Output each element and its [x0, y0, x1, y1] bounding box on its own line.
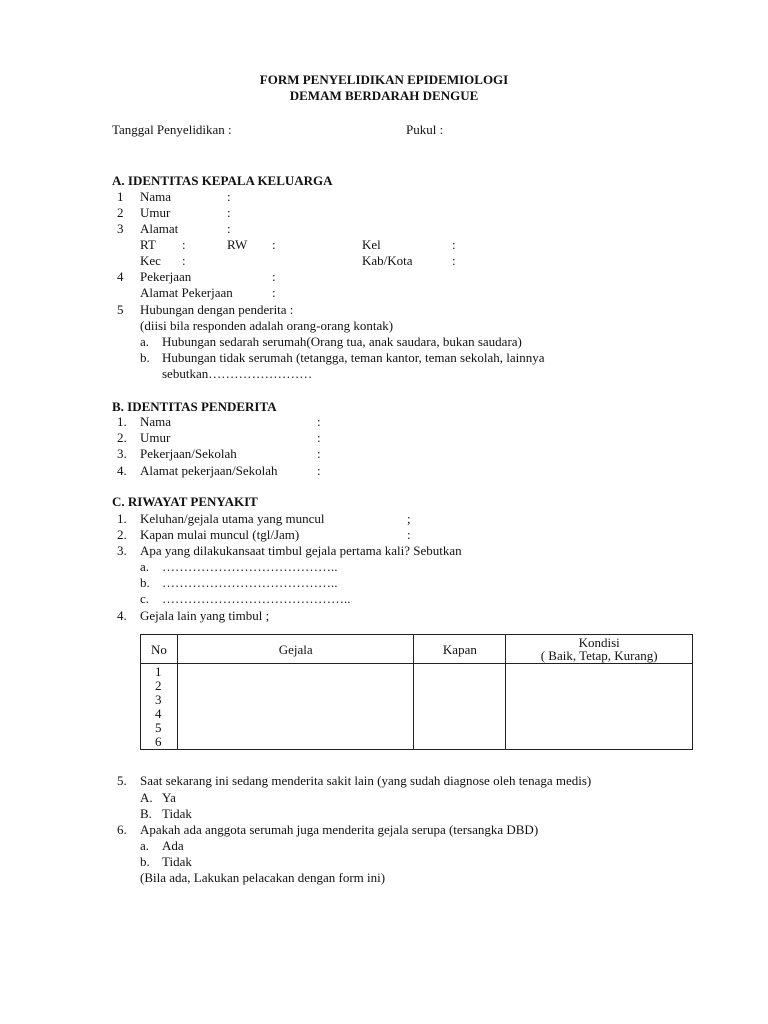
c-keluhan-label: Keluhan/gejala utama yang muncul — [140, 511, 325, 526]
c-item-number: 2. — [117, 527, 127, 542]
a-item-number: 3 — [117, 221, 124, 236]
a-rw-colon: : — [272, 237, 276, 252]
kondisi-cell[interactable] — [506, 664, 693, 750]
gejala-table — [140, 634, 693, 750]
a-umur-label: Umur — [140, 205, 171, 220]
a-kec-colon: : — [182, 253, 186, 268]
c-option-a-dots: ………………………………….. — [162, 559, 338, 574]
form-subtitle: DEMAM BERDARAH DENGUE — [289, 88, 479, 103]
c-item-number: 6. — [117, 822, 127, 837]
c-saat-label: Saat sekarang ini sedang menderita sakit lain (yang sudah diagnose oleh tenaga medis) — [140, 773, 592, 788]
a-nama-colon: : — [227, 189, 231, 204]
col-no-header: No — [141, 635, 178, 664]
a-pekerjaan-colon: : — [272, 269, 276, 284]
a-rw-label: RW — [227, 237, 248, 252]
a-alamat-label: Alamat — [140, 221, 179, 236]
gejala-cell[interactable] — [177, 664, 414, 750]
c-apa-label: Apa yang dilakukansaat timbul gejala pertama kali? Sebutkan — [140, 543, 462, 558]
b-item-number: 2. — [117, 430, 127, 445]
c-option-c-dots: …………………………………….. — [162, 591, 351, 606]
a-alamat-pekerjaan-colon: : — [272, 285, 276, 300]
b-nama-colon: : — [317, 414, 321, 429]
c-ya-option: Ya — [162, 790, 176, 805]
a-item-number: 2 — [117, 205, 124, 220]
c-keluhan-colon: ; — [407, 511, 411, 526]
form-title: FORM PENYELIDIKAN EPIDEMIOLOGI — [259, 72, 509, 87]
a-alamat-colon: : — [227, 221, 231, 236]
b-pekerjaan-colon: : — [317, 446, 321, 461]
b-umur-colon: : — [317, 430, 321, 445]
a-kab-label: Kab/Kota — [362, 253, 413, 268]
b-pekerjaan-label: Pekerjaan/Sekolah — [140, 446, 237, 461]
kapan-cell[interactable] — [414, 664, 506, 750]
a-alamat-pekerjaan-label: Alamat Pekerjaan — [140, 285, 233, 300]
b-item-number: 3. — [117, 446, 127, 461]
row-number: 2 — [155, 678, 162, 693]
c-item-number: 3. — [117, 543, 127, 558]
c-tidak-option: Tidak — [162, 806, 192, 821]
table-header-row — [141, 635, 693, 664]
a-option-b-text: Hubungan tidak serumah (tetangga, teman kantor, teman sekolah, lainnya — [162, 350, 545, 365]
col-kondisi-title: Kondisi — [578, 635, 620, 650]
table-row — [141, 664, 693, 750]
b-item-number: 1. — [117, 414, 127, 429]
a-rt-label: RT — [140, 237, 156, 252]
b-alamat-colon: : — [317, 463, 321, 478]
row-number: 5 — [155, 720, 162, 735]
col-gejala-header: Gejala — [177, 635, 414, 664]
c-option-c-label: c. — [140, 591, 150, 606]
a-kec-label: Kec — [140, 253, 161, 268]
c-item-number: 4. — [117, 608, 127, 623]
a-nama-label: Nama — [140, 189, 172, 204]
b-umur-label: Umur — [140, 430, 171, 445]
a-item-number: 4 — [117, 269, 124, 284]
section-b-heading: B. IDENTITAS PENDERITA — [112, 399, 277, 414]
a-umur-colon: : — [227, 205, 231, 220]
c-tidak-option-label: B. — [140, 806, 152, 821]
c-tidak2-option: Tidak — [162, 854, 192, 869]
col-kapan-header: Kapan — [414, 635, 506, 664]
row-number: 4 — [155, 706, 162, 721]
c-ya-option-label: A. — [140, 790, 153, 805]
a-item-number: 5 — [117, 302, 124, 317]
c-item-number: 1. — [117, 511, 127, 526]
tanggal-label: Tanggal Penyelidikan : — [112, 122, 232, 137]
b-nama-label: Nama — [140, 414, 172, 429]
a-option-a-text: Hubungan sedarah serumah(Orang tua, anak saudara, bukan saudara) — [162, 334, 522, 349]
col-kondisi-header — [506, 635, 693, 664]
a-rt-colon: : — [182, 237, 186, 252]
c-option-b-label: b. — [140, 575, 150, 590]
section-a-heading: A. IDENTITAS KEPALA KELUARGA — [112, 173, 333, 188]
c-tidak2-option-label: b. — [140, 854, 150, 869]
a-option-b-text-cont: sebutkan…………………… — [162, 366, 313, 381]
c-item-number: 5. — [117, 773, 127, 788]
c-bila-note: (Bila ada, Lakukan pelacakan dengan form ini) — [140, 870, 386, 885]
a-kel-colon: : — [452, 237, 456, 252]
a-item-number: 1 — [117, 189, 124, 204]
b-alamat-label: Alamat pekerjaan/Sekolah — [140, 463, 278, 478]
a-hubungan-label: Hubungan dengan penderita : — [140, 302, 294, 317]
c-ada-option: Ada — [162, 838, 184, 853]
row-number: 3 — [155, 692, 162, 707]
a-diisi-note: (diisi bila responden adalah orang-orang kontak) — [140, 318, 394, 333]
a-pekerjaan-label: Pekerjaan — [140, 269, 192, 284]
a-kel-label: Kel — [362, 237, 381, 252]
a-option-a-label: a. — [140, 334, 150, 349]
c-option-a-label: a. — [140, 559, 150, 574]
row-number: 1 — [155, 664, 162, 679]
row-numbers-cell — [141, 664, 178, 750]
a-option-b-label: b. — [140, 350, 150, 365]
pukul-label: Pukul : — [406, 122, 444, 137]
a-kab-colon: : — [452, 253, 456, 268]
c-kapan-colon: : — [407, 527, 411, 542]
c-option-b-dots: ………………………………….. — [162, 575, 338, 590]
c-apakah-label: Apakah ada anggota serumah juga menderita gejala serupa (tersangka DBD) — [140, 822, 539, 837]
section-c-heading: C. RIWAYAT PENYAKIT — [112, 494, 258, 509]
c-kapan-label: Kapan mulai muncul (tgl/Jam) — [140, 527, 300, 542]
c-ada-option-label: a. — [140, 838, 150, 853]
c-gejala-lain-label: Gejala lain yang timbul ; — [140, 608, 270, 623]
row-number: 6 — [155, 734, 162, 749]
col-kondisi-options: ( Baik, Tetap, Kurang) — [540, 648, 658, 663]
b-item-number: 4. — [117, 463, 127, 478]
